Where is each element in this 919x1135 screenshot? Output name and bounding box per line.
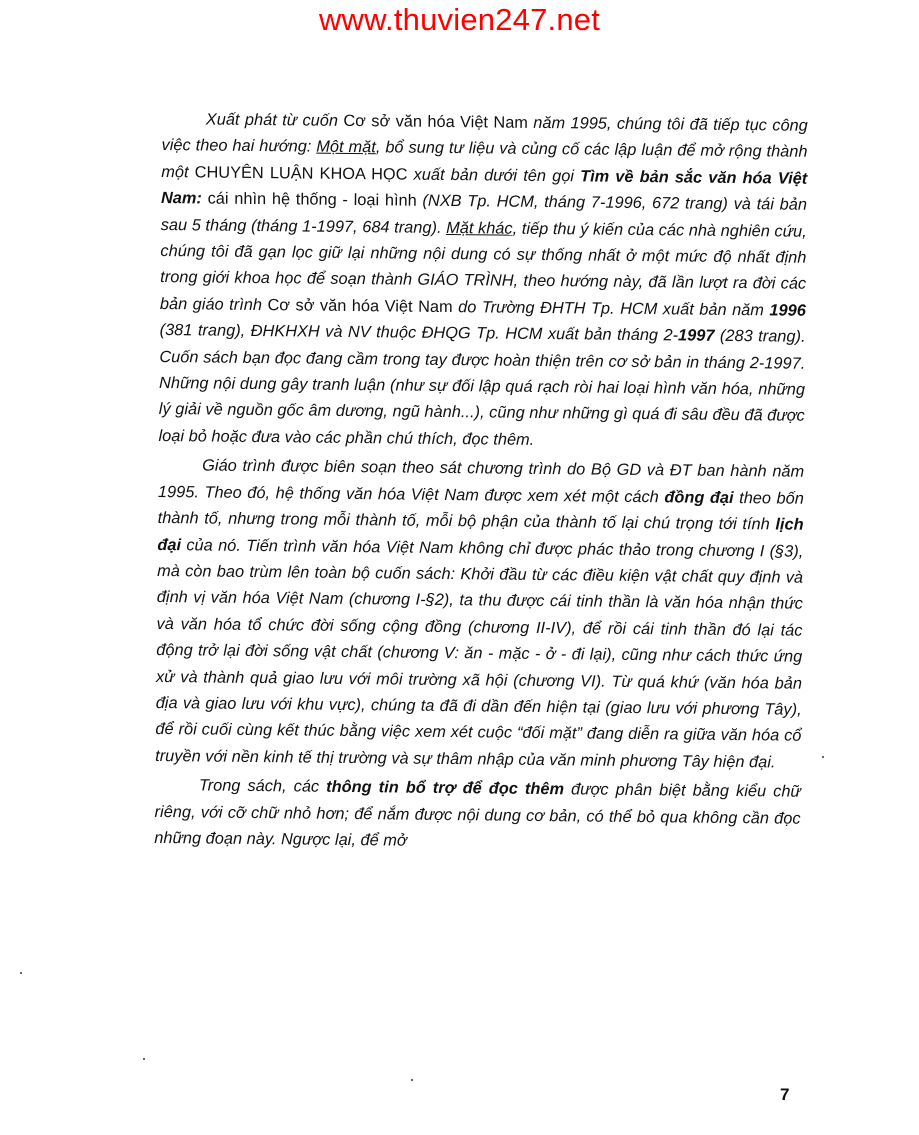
paragraph-1: [158, 106, 808, 456]
text-run: (NXB Tp. HCM, tháng 7-1996, 672 trang) và tái bản sau 5 tháng (tháng 1-1997, 684 trang).: [160, 191, 808, 237]
text-run: , bổ sung tư liệu và củng cố các lập luận để mở rộng thành một: [161, 138, 808, 182]
text-run: xuất bản dưới tên gọi: [407, 165, 581, 186]
text-run: 1997: [678, 326, 715, 346]
text-run: của nó. Tiến trình văn hóa Việt Nam không chỉ được phác thảo trong chương I (§3), mà còn bao trùm lên toàn bộ cuốn sách: Khởi đầu từ các điều kiện vật chất quy định và định vị văn hóa Việt Nam (chương I-§2), ta thu được cái tinh thần là văn hóa nhận thức và văn hóa tổ chức đời sống cộng đồng (chương II-IV), để rồi cái tinh thần đó lại tác động trở lại đời sống vật chất (chương V: ăn - mặc - ở - đi lại), cũng như cách thức ứng xử và thành quả giao lưu với môi trường xã hội (chương VI). Từ quá khứ (văn hóa bản địa và giao lưu với khu vực), chúng ta đã đi dần đến hiện tại (giao lưu với phương Tây), để rồi cuối cùng kết thúc bằng việc xem xét cuộc “đối mặt” đang diễn ra giữa văn hóa cổ truyền với nền kinh tế thị trường và sự thâm nhập của văn minh phương Tây hiện đại.: [155, 535, 804, 772]
page-number: 7: [780, 1085, 790, 1104]
text-run: lịch đại: [157, 515, 804, 554]
text-run: năm 1995, chúng tôi đã tiếp tục công việc theo hai hướng:: [161, 113, 808, 157]
scan-speck: [411, 1079, 413, 1081]
text-run: Xuất phát từ cuốn: [205, 110, 344, 130]
text-run: Trong sách, các: [198, 776, 327, 796]
scan-speck: [143, 1058, 145, 1060]
page-body: [154, 106, 808, 858]
text-run: đồng đại: [664, 487, 734, 507]
text-run: Tìm về bản sắc văn hóa Việt Nam:: [160, 167, 808, 208]
text-run: Giáo trình được biên soạn theo sát chương trình do Bộ GD và ĐT ban hành năm 1995. Theo đó, hệ thống văn hóa Việt Nam được xem xét một cách: [157, 456, 805, 506]
paragraph-3: [154, 772, 801, 858]
text-run: do Trường ĐHTH Tp. HCM xuất bản năm: [452, 297, 770, 320]
text-run: , tiếp thu ý kiến của các nhà nghiên cứu, chúng tôi đã gạn lọc giữ lại những nội dung có sự thống nhất ở một mức độ nhất định trong giới khoa học để soạn thành GIÁO TRÌNH, theo hướng này, đã lần lượt ra đời các bản giáo trình: [159, 219, 807, 314]
text-run: (381 trang), ĐHKHXH và NV thuộc ĐHQG Tp. HCM xuất bản tháng 2-: [159, 321, 679, 345]
text-run: Một mặt: [316, 138, 376, 157]
text-run: 1996: [769, 301, 806, 320]
paragraph-2: [155, 452, 804, 776]
text-run: theo bốn thành tố, nhưng trong mỗi thành tố, mỗi bộ phận của thành tố lại chú trọng tới tính: [157, 488, 805, 534]
text-run: Cơ sở văn hóa Việt Nam: [267, 295, 453, 316]
text-run: Cơ sở văn hóa Việt Nam: [343, 111, 529, 132]
text-run: Mặt khác: [446, 218, 513, 238]
text-run: CHUYÊN LUẬN KHOA HỌC: [194, 163, 408, 184]
text-run: được phân biệt bằng kiểu chữ riêng, với cỡ chữ nhỏ hơn; để nắm được nội dung cơ bản, có thể bỏ qua không cần đọc những đoạn này. Ngược lại, để mở: [154, 780, 801, 850]
text-run: cái nhìn hệ thống - loại hình: [201, 189, 417, 210]
watermark-url: www.thuvien247.net: [318, 2, 601, 37]
scan-speck: [822, 756, 824, 758]
text-run: (283 trang). Cuốn sách bạn đọc đang cầm trong tay được hoàn thiện trên cơ sở bản in tháng 2-1997. Những nội dung gây tranh luận (như sự đối lập quá rạch ròi hai loại hình văn hóa, những lý giải về nguồn gốc âm dương, ngũ hành...), cũng như những gì quá đi sâu đều đã được loại bỏ hoặc đưa vào các phần chú thích, đọc thêm.: [158, 327, 806, 449]
scan-speck: [20, 972, 22, 974]
text-run: thông tin bổ trợ để đọc thêm: [326, 777, 565, 799]
